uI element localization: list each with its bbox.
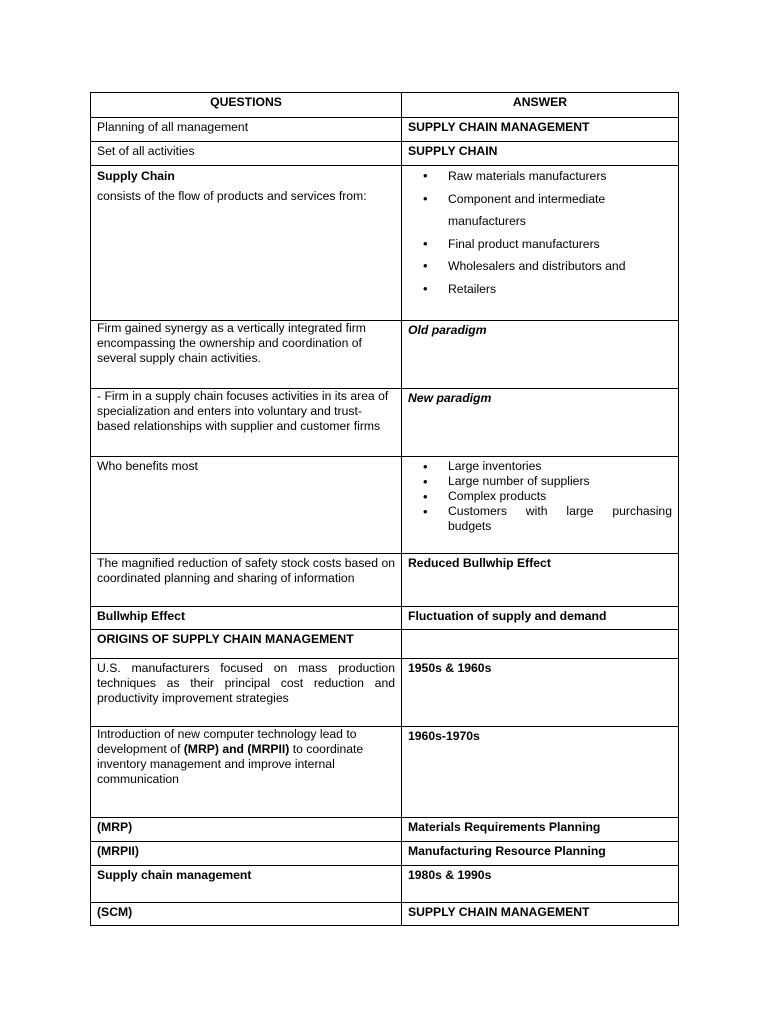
answer-cell: Fluctuation of supply and demand [402, 607, 679, 630]
question-cell: The magnified reduction of safety stock costs based on coordinated planning and sharing of information [91, 554, 402, 607]
answer-cell: 1980s & 1990s [402, 866, 679, 903]
list-item: • Raw materials manufacturers [448, 165, 672, 188]
question-cell [91, 727, 402, 818]
header-questions: QUESTIONS [91, 93, 402, 118]
answer-cell [402, 630, 679, 659]
question-cell: Set of all activities [91, 142, 402, 166]
list-item: • Final product manufacturers [448, 233, 672, 256]
question-cell: - Firm in a supply chain focuses activities in its area of specialization and enters into voluntary and trust-based relationships with supplier and customer firms [91, 389, 402, 457]
question-cell: ORIGINS OF SUPPLY CHAIN MANAGEMENT [91, 630, 402, 659]
question-title: Supply Chain [97, 169, 175, 183]
qa-table [90, 92, 679, 926]
answer-cell [402, 457, 679, 554]
answer-cell: New paradigm [402, 389, 679, 457]
table-header-row [91, 93, 679, 118]
answer-cell: 1950s & 1960s [402, 659, 679, 727]
question-cell: (SCM) [91, 903, 402, 926]
answer-cell: SUPPLY CHAIN [402, 142, 679, 166]
question-text: consists of the flow of products and services from: [97, 189, 367, 203]
answer-cell: Manufacturing Resource Planning [402, 842, 679, 866]
answer-cell: Materials Requirements Planning [402, 818, 679, 842]
answer-cell: Reduced Bullwhip Effect [402, 554, 679, 607]
question-cell: Bullwhip Effect [91, 607, 402, 630]
question-cell: Firm gained synergy as a vertically integrated firm encompassing the ownership and coordination of several supply chain activities. [91, 321, 402, 389]
table-row [91, 903, 679, 926]
question-cell: Who benefits most [91, 457, 402, 554]
answer-cell: SUPPLY CHAIN MANAGEMENT [402, 118, 679, 142]
table-row [91, 554, 679, 607]
question-cell: Supply chain management [91, 866, 402, 903]
list-item [448, 504, 672, 534]
question-cell: (MRP) [91, 818, 402, 842]
answer-cell [402, 166, 679, 321]
table-row [91, 727, 679, 818]
question-cell: Planning of all management [91, 118, 402, 142]
question-cell: U.S. manufacturers focused on mass production techniques as their principal cost reduction and productivity improvement strategies [91, 659, 402, 727]
table-row [91, 321, 679, 389]
answer-cell: 1960s-1970s [402, 727, 679, 818]
answer-list [408, 165, 672, 301]
table-row [91, 659, 679, 727]
list-item-text: • Customers with large purchasing budgets [448, 504, 672, 533]
table-row [91, 630, 679, 659]
answer-list [408, 459, 672, 534]
table-row [91, 866, 679, 903]
question-bold-text: (MRP) and (MRPII) [183, 742, 290, 756]
table-row [91, 389, 679, 457]
list-item: • Wholesalers and distributors and [448, 255, 672, 278]
list-item: • Large number of suppliers [448, 474, 672, 489]
answer-cell: Old paradigm [402, 321, 679, 389]
list-item: • Complex products [448, 489, 672, 504]
question-cell: (MRPII) [91, 842, 402, 866]
table-row [91, 457, 679, 554]
table-row [91, 118, 679, 142]
table-row [91, 842, 679, 866]
answer-cell: SUPPLY CHAIN MANAGEMENT [402, 903, 679, 926]
list-item: • Large inventories [448, 459, 672, 474]
table-row [91, 607, 679, 630]
table-row [91, 166, 679, 321]
list-item: • Retailers [448, 278, 672, 301]
list-item: • Component and intermediate manufacturers [448, 188, 672, 233]
question-text: to coordinate inventory management and improve internal communication [97, 742, 364, 786]
table-row [91, 142, 679, 166]
table-row [91, 818, 679, 842]
header-answer: ANSWER [402, 93, 679, 118]
question-cell [91, 166, 402, 321]
question-text: Introduction of new computer technology lead to development of [97, 727, 357, 756]
